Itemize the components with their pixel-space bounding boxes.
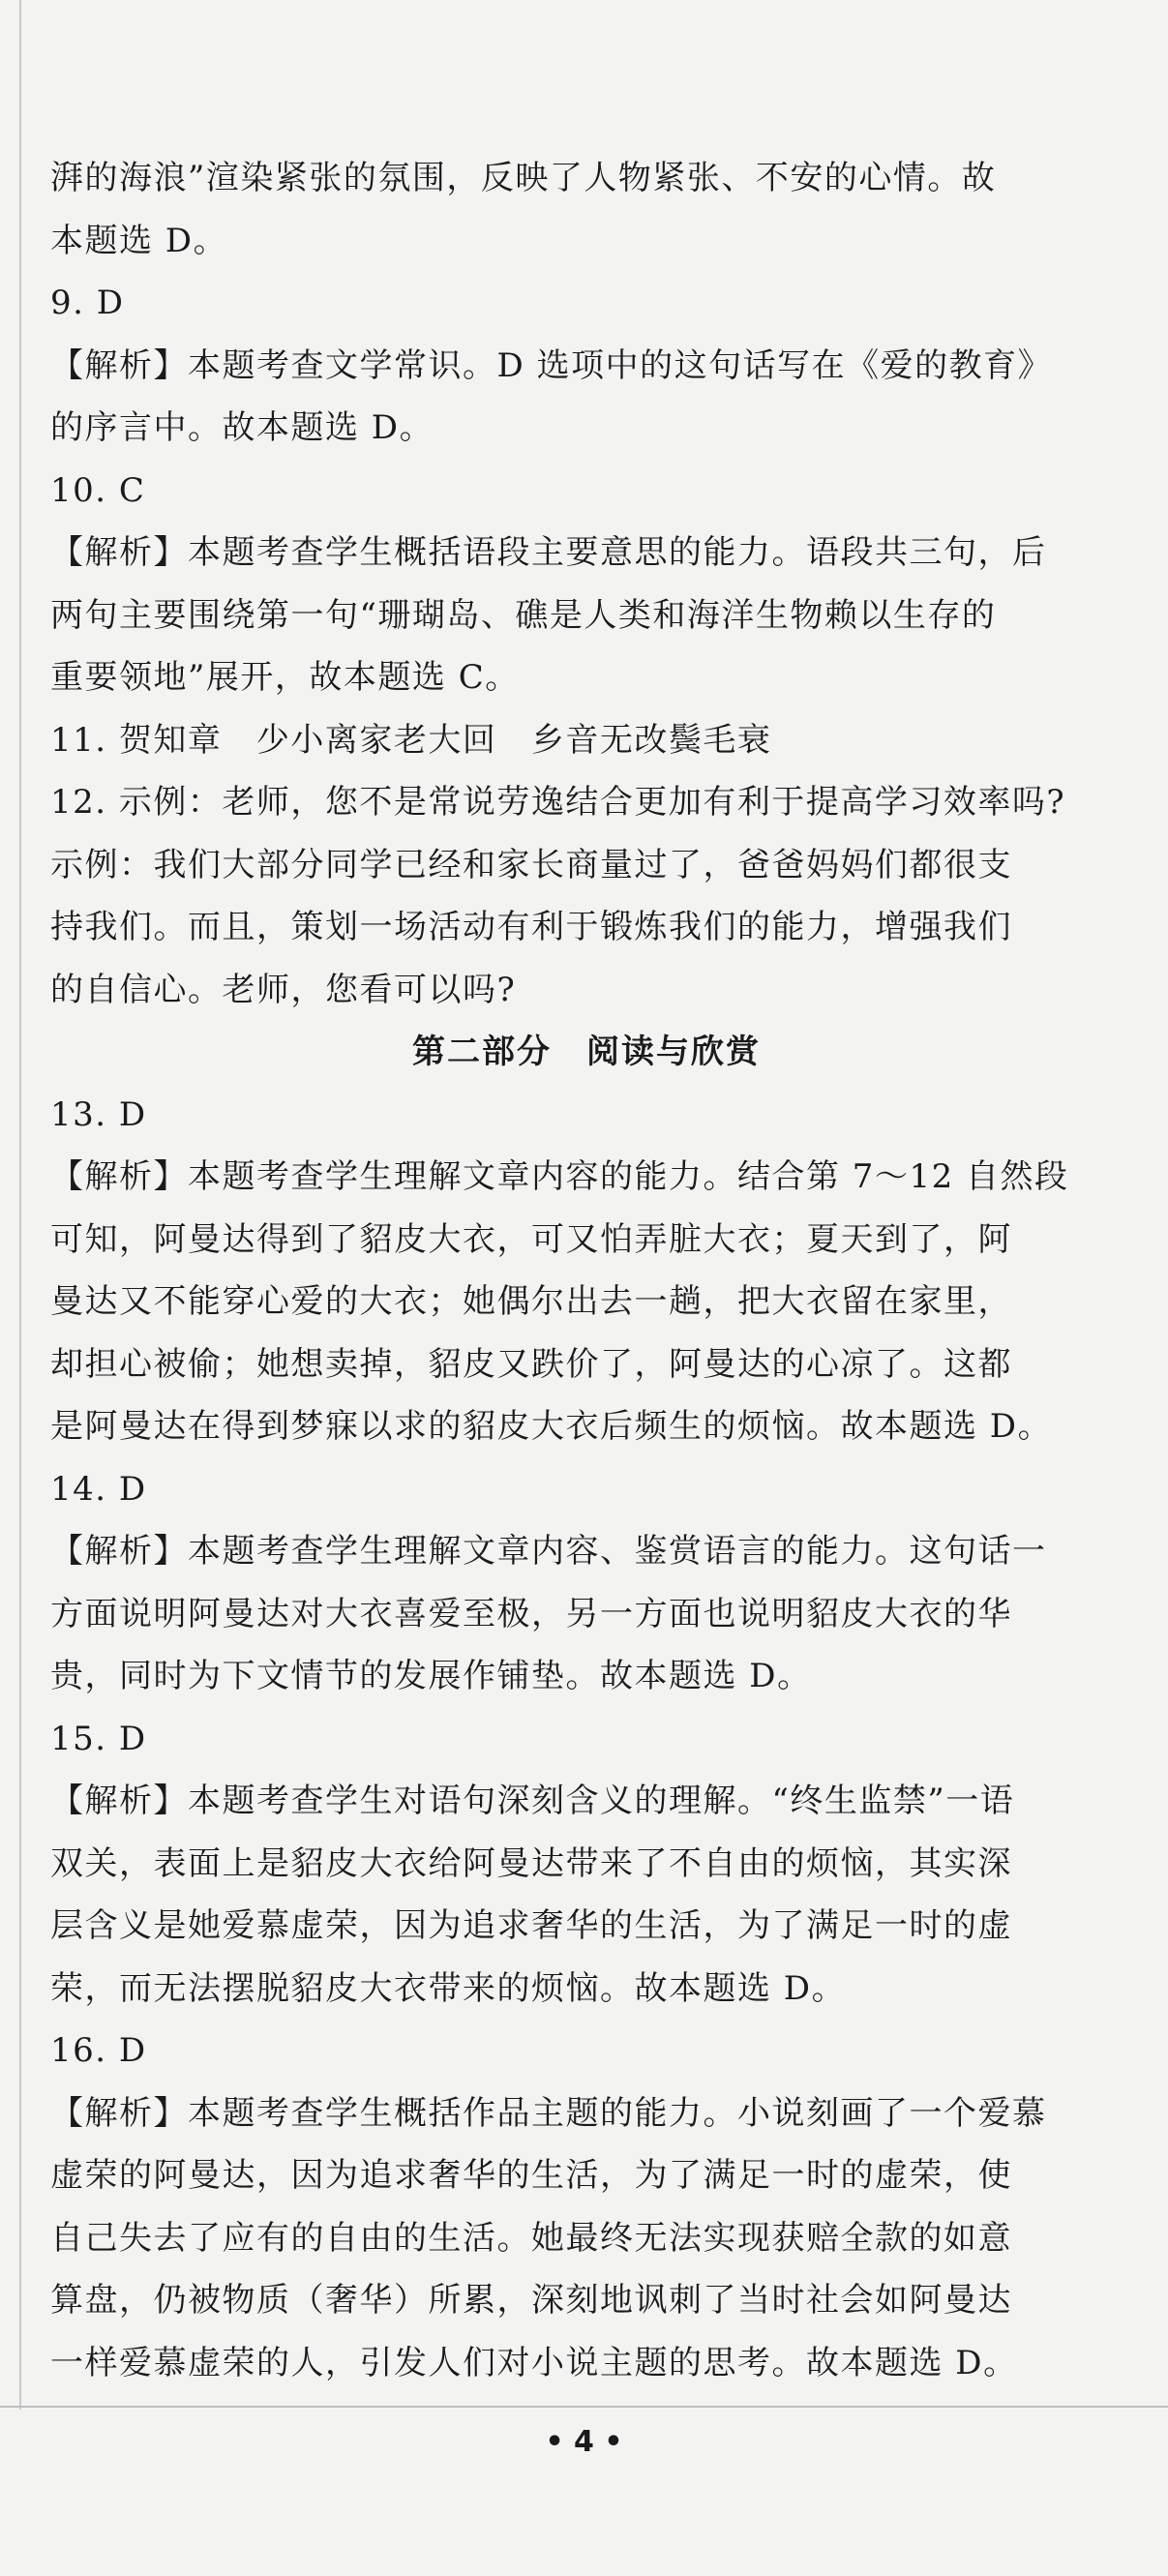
text-line: 贵，同时为下文情节的发展作铺垫。故本题选 D。	[50, 1657, 812, 1695]
analysis-line: 【解析】本题考查学生理解文章内容的能力。结合第 7～12 自然段	[50, 1157, 1069, 1196]
text-line: 的序言中。故本题选 D。	[50, 408, 434, 447]
question-answer: 12. 示例：老师，您不是常说劳逸结合更加有利于提高学习效率吗?	[50, 783, 1066, 822]
text-line: 方面说明阿曼达对大衣喜爱至极，另一方面也说明貂皮大衣的华	[50, 1594, 1012, 1633]
question-answer: 15. D	[50, 1719, 147, 1758]
text-line: 曼达又不能穿心爱的大衣；她偶尔出去一趟，把大衣留在家里，	[50, 1282, 1012, 1321]
analysis-line: 【解析】本题考查学生对语句深刻含义的理解。“终生监禁”一语	[50, 1782, 1015, 1820]
analysis-line: 【解析】本题考查学生概括作品主题的能力。小说刻画了一个爱慕	[50, 2093, 1047, 2133]
text-line: 的自信心。老师，您看可以吗?	[50, 970, 517, 1009]
text-line: 层含义是她爱慕虚荣，因为追求奢华的生活，为了满足一时的虚	[50, 1906, 1012, 1945]
text-line: 湃的海浪”渲染紧张的氛围，反映了人物紧张、不安的心情。故	[50, 159, 997, 197]
text-line: 双关，表面上是貂皮大衣给阿曼达带来了不自由的烦恼，其实深	[50, 1843, 1012, 1883]
text-line: 却担心被偷；她想卖掉，貂皮又跌价了，阿曼达的心凉了。这都	[50, 1344, 1012, 1384]
text-line: 示例：我们大部分同学已经和家长商量过了，爸爸妈妈们都很支	[50, 845, 1012, 884]
text-line: 一样爱慕虚荣的人，引发人们对小说主题的思考。故本题选 D。	[50, 2343, 1018, 2382]
text-line: 算盘，仍被物质（奢华）所累，深刻地讽刺了当时社会如阿曼达	[50, 2281, 1012, 2320]
analysis-line: 【解析】本题考查文学常识。D 选项中的这句话写在《爱的教育》	[50, 345, 1053, 385]
text-line: 荣，而无法摆脱貂皮大衣带来的烦恼。故本题选 D。	[50, 1968, 847, 2008]
text-line: 可知，阿曼达得到了貂皮大衣，可又怕弄脏大衣；夏天到了，阿	[50, 1219, 1012, 1259]
text-line: 虚荣的阿曼达，因为追求奢华的生活，为了满足一时的虚荣，使	[50, 2156, 1012, 2195]
question-answer: 14. D	[50, 1469, 147, 1509]
page-edge-shadow	[19, 0, 21, 2410]
analysis-line: 【解析】本题考查学生理解文章内容、鉴赏语言的能力。这句话一	[50, 1532, 1047, 1571]
question-answer: 11. 贺知章 少小离家老大回 乡音无改鬓毛衰	[50, 720, 772, 760]
text-line: 重要领地”展开，故本题选 C。	[50, 658, 520, 697]
question-answer: 16. D	[50, 2031, 147, 2070]
page-number: • 4 •	[545, 2425, 623, 2459]
text-line: 持我们。而且，策划一场活动有利于锻炼我们的能力，增强我们	[50, 908, 1012, 946]
text-line: 自己失去了应有的自由的生活。她最终无法实现获赔全款的如意	[50, 2218, 1012, 2258]
analysis-line: 【解析】本题考查学生概括语段主要意思的能力。语段共三句，后	[50, 533, 1047, 572]
question-answer: 10. C	[50, 470, 146, 510]
question-answer: 13. D	[50, 1094, 147, 1134]
text-line: 本题选 D。	[50, 221, 228, 260]
footer-divider	[0, 2406, 1168, 2408]
question-answer: 9. D	[50, 284, 125, 322]
answer-text-body	[50, 155, 1123, 2402]
section-heading: 第二部分 阅读与欣赏	[412, 1033, 761, 1071]
text-line: 两句主要围绕第一句“珊瑚岛、礁是人类和海洋生物赖以生存的	[50, 595, 997, 635]
text-line: 是阿曼达在得到梦寐以求的貂皮大衣后频生的烦恼。故本题选 D。	[50, 1407, 1053, 1446]
